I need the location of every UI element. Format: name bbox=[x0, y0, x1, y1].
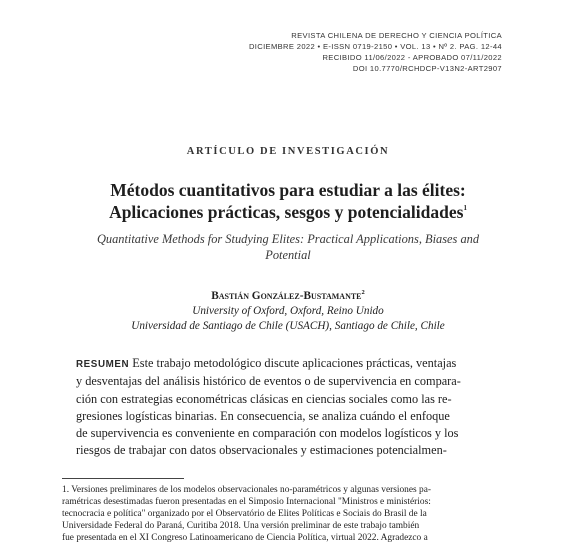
english-title-line-2: Potential bbox=[265, 248, 311, 262]
abstract-label: RESUMEN bbox=[76, 359, 130, 370]
article-title bbox=[0, 180, 572, 223]
doi: DOI 10.7770/RCHDCP-V13N2-ART2907 bbox=[352, 63, 502, 73]
abstract-line-1-text: Este trabajo metodológico discute aplicaciones prácticas, ventajas bbox=[132, 356, 457, 370]
author-name bbox=[0, 290, 572, 302]
title-line-1: Métodos cuantitativos para estudiar a las élites: bbox=[110, 180, 466, 200]
affiliation-2: Universidad de Santiago de Chile (USACH), Santiago de Chile, Chile bbox=[131, 319, 445, 332]
affiliation-1: University of Oxford, Oxford, Reino Unido bbox=[192, 305, 384, 317]
abstract-line-3: ción con estrategias econométricas clásicas en ciencias sociales como las re- bbox=[76, 391, 452, 406]
footnote-1 bbox=[62, 484, 502, 544]
footnote-divider bbox=[62, 478, 184, 479]
author-footnote-mark[interactable]: 2 bbox=[361, 289, 365, 296]
abstract-line-5: de supervivencia es conveniente en comparación con modelos logísticos y los bbox=[76, 426, 459, 441]
journal-header bbox=[249, 31, 502, 75]
author-name-text: Bastián González-Bustamante bbox=[211, 290, 362, 302]
abstract bbox=[76, 355, 461, 460]
english-title bbox=[60, 231, 516, 263]
issue-info: DICIEMBRE 2022 • E-ISSN 0719-2150 • VOL. 13 • Nº 2. PAG. 12-44 bbox=[248, 41, 502, 51]
footnote-line-4: Universidade Federal do Paraná, Curitiba 2018. Una versión preliminar de este trabajo también bbox=[62, 521, 420, 532]
journal-name: REVISTA CHILENA DE DERECHO Y CIENCIA POLÍTICA bbox=[291, 31, 502, 40]
title-line-2 bbox=[0, 202, 572, 224]
abstract-line-2: y desventajas del análisis histórico de eventos o de supervivencia en compara- bbox=[76, 374, 461, 389]
english-title-line-1: Quantitative Methods for Studying Elites: Practical Applications, Biases and bbox=[96, 232, 480, 246]
received-approved-dates: RECIBIDO 11/06/2022 - APROBADO 07/11/2022 bbox=[322, 52, 502, 62]
footnote-line-5: fue presentada en el XI Congreso Latinoamericano de Ciencia Política, virtual 2022. Agradezco a bbox=[62, 533, 428, 544]
abstract-line-4: gresiones logísticas binarias. En consecuencia, se analiza cuándo el enfoque bbox=[76, 408, 450, 423]
abstract-line-1 bbox=[76, 355, 461, 373]
title-line-2-text: Aplicaciones prácticas, sesgos y potencialidades bbox=[109, 201, 464, 222]
author-affiliations bbox=[0, 304, 572, 333]
footnote-line-2: ramétricas desestimadas fueron presentadas en el Simposio Internacional "Ministros e ministérios: bbox=[62, 497, 431, 508]
section-label: ARTÍCULO DE INVESTIGACIÓN bbox=[186, 146, 390, 157]
title-footnote-mark[interactable]: 1 bbox=[463, 203, 467, 212]
abstract-line-6: riesgos de trabajar con datos observacionales y estimaciones potencialmen- bbox=[76, 443, 447, 458]
footnote-line-3: tecnocracia e política" organizado por el Observatório de Elites Políticas e Sociais do Brasil de la bbox=[62, 509, 427, 520]
footnote-line-1: 1. Versiones preliminares de los modelos observacionales no-paramétricos y algunas versiones pa- bbox=[62, 485, 431, 495]
